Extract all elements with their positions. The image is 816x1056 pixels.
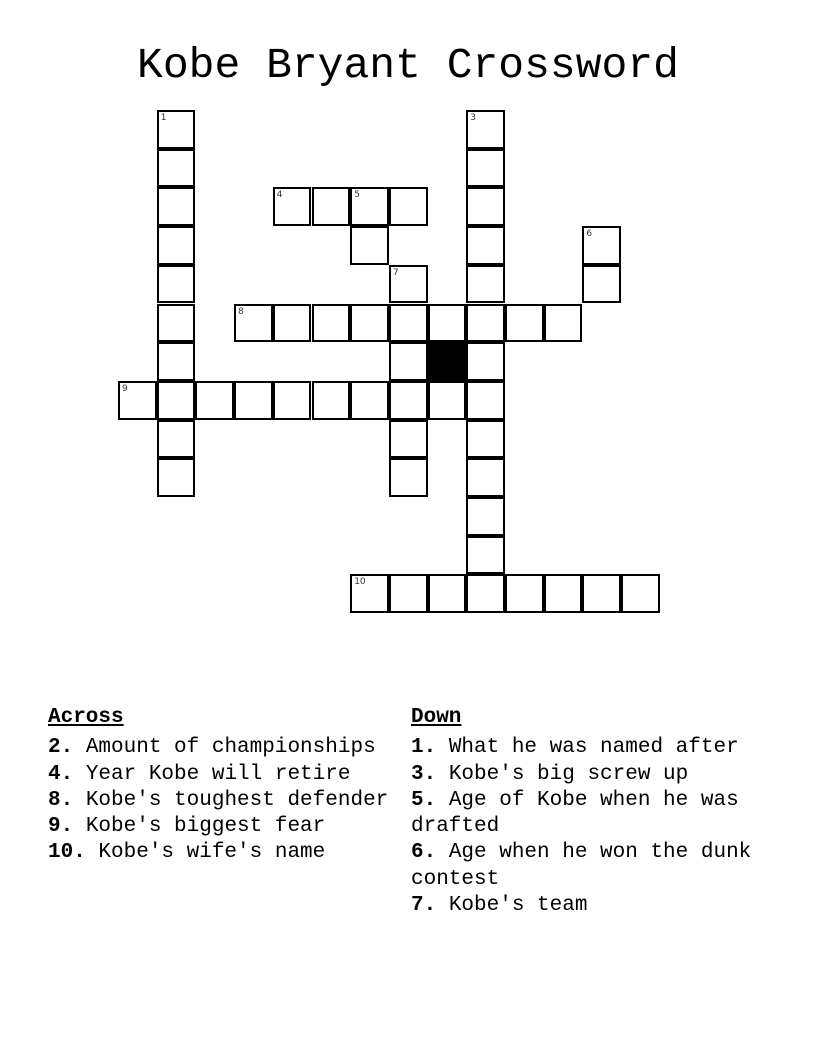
answer-cell[interactable]	[466, 342, 505, 381]
clue-item	[48, 735, 398, 761]
clue-item-number: 1.	[411, 736, 437, 760]
clue-item-text: Kobe's wife's name	[85, 841, 326, 865]
answer-cell[interactable]	[389, 458, 428, 497]
clue-item	[411, 762, 781, 788]
answer-cell[interactable]	[157, 304, 196, 343]
answer-cell[interactable]	[312, 187, 351, 226]
answer-cell[interactable]	[466, 226, 505, 265]
answer-cell[interactable]	[350, 226, 389, 265]
answer-cell[interactable]	[273, 187, 312, 226]
clue-item-text: Age of Kobe when he was drafted	[411, 788, 739, 839]
answer-cell[interactable]	[273, 304, 312, 343]
clue-item-number: 2.	[48, 736, 74, 760]
clue-number: 6	[586, 229, 593, 240]
answer-cell[interactable]	[466, 574, 505, 613]
answer-cell[interactable]	[312, 304, 351, 343]
clue-number: 5	[354, 190, 360, 201]
answer-cell[interactable]	[234, 381, 273, 420]
answer-cell[interactable]	[466, 497, 505, 536]
clue-item	[48, 788, 398, 814]
answer-cell[interactable]	[428, 304, 467, 343]
answer-cell[interactable]	[389, 187, 428, 226]
answer-cell[interactable]	[195, 381, 234, 420]
answer-cell[interactable]	[312, 381, 351, 420]
answer-cell[interactable]	[350, 304, 389, 343]
clue-number: 4	[276, 190, 283, 201]
clue-item-number: 6.	[411, 841, 437, 865]
clue-item-text: Kobe's biggest fear	[73, 815, 326, 839]
clue-item	[411, 788, 781, 841]
answer-cell[interactable]	[389, 342, 428, 381]
clue-item-text: Kobe's toughest defender	[73, 788, 389, 812]
answer-cell[interactable]	[466, 420, 505, 459]
answer-cell[interactable]	[157, 458, 196, 497]
clue-number: 10	[354, 577, 366, 588]
answer-cell[interactable]	[466, 458, 505, 497]
clue-item	[48, 840, 398, 866]
across-clue-list	[48, 735, 398, 866]
answer-cell[interactable]	[389, 265, 428, 304]
clue-item-text: Kobe's team	[436, 894, 588, 918]
clue-number: 9	[122, 383, 128, 394]
clue-item-number: 9.	[48, 815, 74, 839]
answer-cell[interactable]	[466, 381, 505, 420]
clue-item-number: 4.	[48, 762, 74, 786]
answer-cell[interactable]	[157, 187, 196, 226]
clue-item-number: 5.	[411, 788, 437, 812]
clue-number: 7	[392, 267, 399, 278]
answer-cell[interactable]	[582, 226, 621, 265]
answer-cell[interactable]	[157, 342, 196, 381]
clue-item	[48, 814, 398, 840]
answer-cell[interactable]	[389, 381, 428, 420]
answer-cell[interactable]	[466, 149, 505, 188]
clue-number: 8	[238, 306, 244, 317]
down-clues	[411, 705, 781, 919]
answer-cell[interactable]	[157, 265, 196, 304]
answer-cell[interactable]	[157, 226, 196, 265]
clue-item	[411, 840, 781, 893]
clue-item-number: 8.	[48, 788, 74, 812]
across-heading: Across	[48, 706, 124, 729]
clue-item	[48, 762, 398, 788]
answer-cell[interactable]	[466, 265, 505, 304]
clue-number: 3	[470, 113, 477, 123]
answer-cell[interactable]	[157, 420, 196, 459]
answer-cell[interactable]	[157, 381, 196, 420]
answer-cell[interactable]	[234, 304, 273, 343]
answer-cell[interactable]	[544, 304, 583, 343]
answer-cell[interactable]	[466, 110, 505, 149]
answer-cell[interactable]	[428, 381, 467, 420]
answer-cell[interactable]	[350, 381, 389, 420]
clue-item	[411, 893, 781, 919]
answer-cell[interactable]	[157, 149, 196, 188]
clue-item-text: What he was named after	[436, 736, 739, 760]
answer-cell[interactable]	[157, 110, 196, 149]
answer-cell[interactable]	[350, 187, 389, 226]
clue-item	[411, 735, 781, 761]
answer-cell[interactable]	[389, 420, 428, 459]
answer-cell[interactable]	[621, 574, 660, 613]
answer-cell[interactable]	[544, 574, 583, 613]
across-clues	[48, 705, 398, 867]
answer-cell[interactable]	[466, 304, 505, 343]
clue-item-number: 10.	[48, 841, 86, 865]
clue-item-number: 3.	[411, 762, 437, 786]
down-heading: Down	[411, 706, 462, 729]
clue-item-text: Age when he won the dunk contest	[411, 841, 752, 891]
answer-cell[interactable]	[273, 381, 312, 420]
down-clue-list	[411, 735, 781, 919]
clue-number: 1	[160, 113, 167, 123]
clue-item-text: Amount of championships	[73, 736, 376, 760]
puzzle-title: Kobe Bryant Crossword	[137, 41, 679, 90]
black-square	[428, 342, 467, 381]
answer-cell[interactable]	[505, 304, 544, 343]
answer-cell[interactable]	[389, 574, 428, 613]
answer-cell[interactable]	[350, 574, 389, 613]
answer-cell[interactable]	[466, 187, 505, 226]
clue-item-number: 7.	[411, 894, 437, 918]
answer-cell[interactable]	[389, 304, 428, 343]
answer-cell[interactable]	[582, 574, 621, 613]
answer-cell[interactable]	[118, 381, 157, 420]
answer-cell[interactable]	[428, 574, 467, 613]
answer-cell[interactable]	[582, 265, 621, 304]
answer-cell[interactable]	[466, 536, 505, 575]
answer-cell[interactable]	[505, 574, 544, 613]
clue-item-text: Year Kobe will retire	[73, 762, 351, 786]
clue-item-text: Kobe's big screw up	[436, 762, 689, 786]
